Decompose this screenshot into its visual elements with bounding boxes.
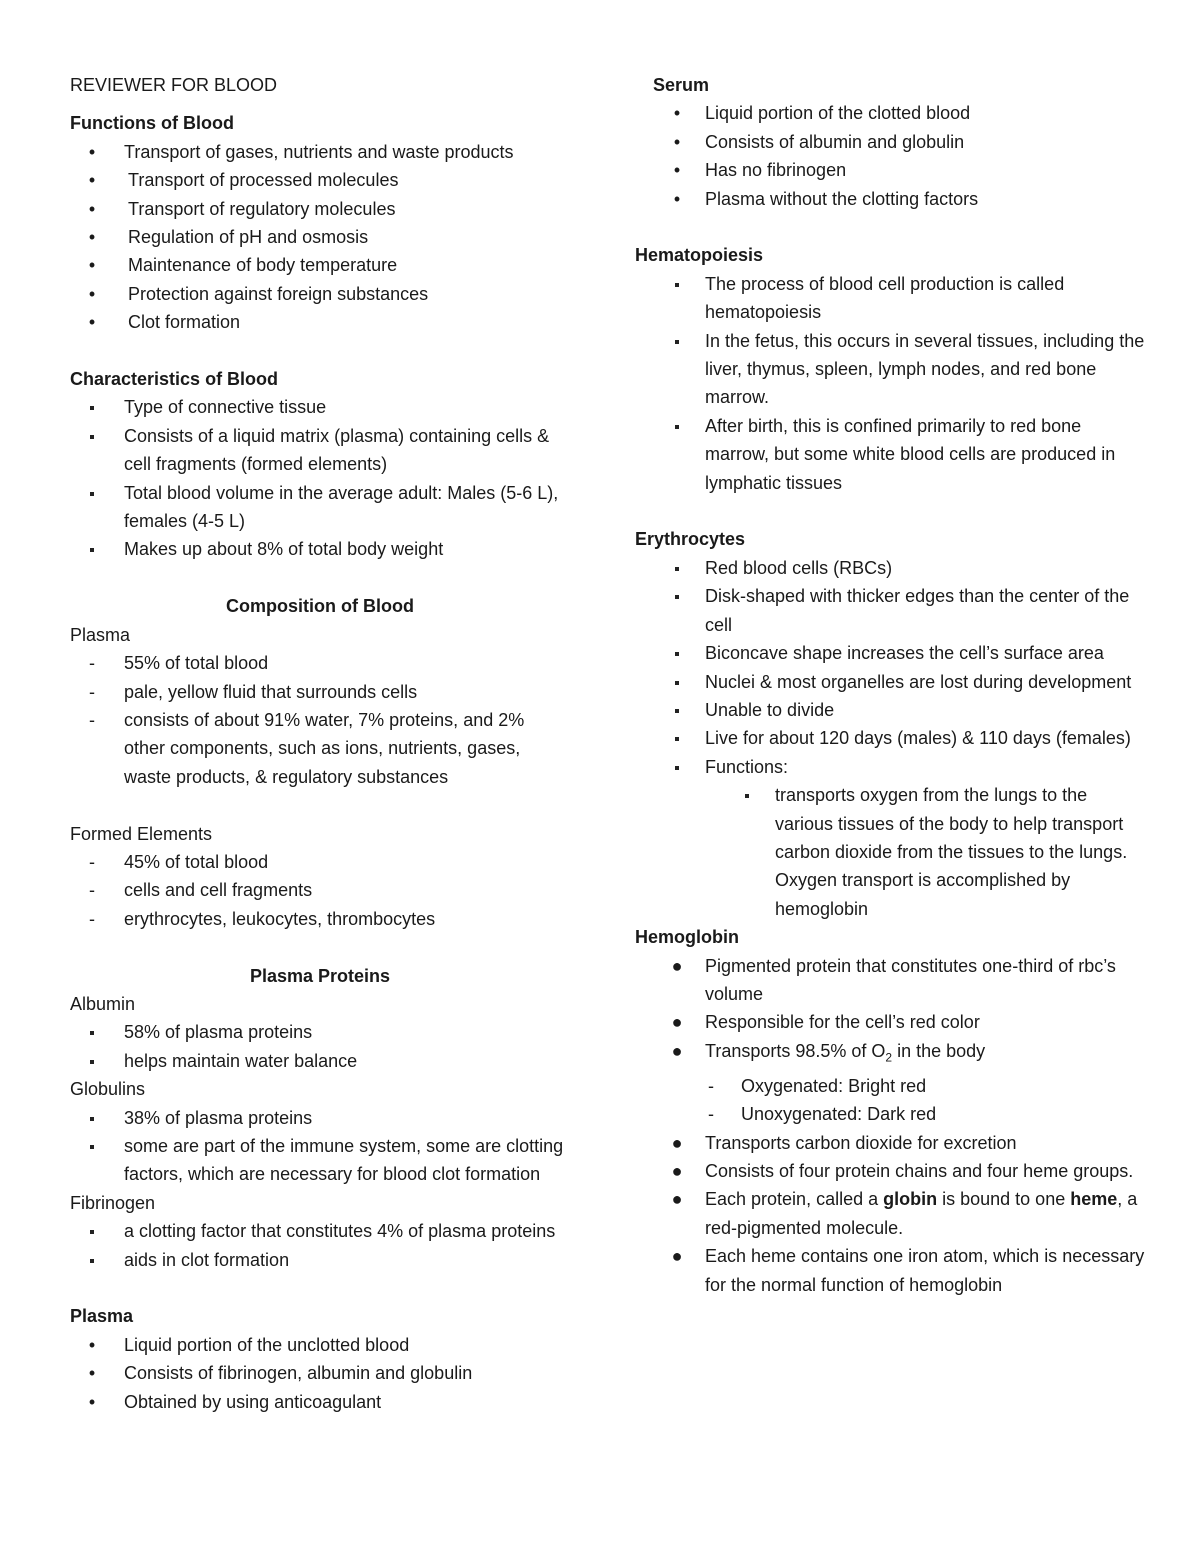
albumin-label: Albumin	[70, 993, 136, 1014]
document-title: REVIEWER FOR BLOOD	[70, 75, 278, 95]
list-item: some are part of the immune system, some are clotting factors, which are necessary for blood clot formation	[70, 1132, 570, 1189]
bullet-icon: •	[88, 255, 96, 276]
bullet-icon: •	[88, 1334, 96, 1355]
square-bullet-icon	[737, 781, 757, 809]
square-bullet-icon	[667, 582, 687, 610]
left-column	[70, 71, 570, 1416]
square-bullet-icon	[82, 1047, 102, 1075]
hemoglobin-heading: Hemoglobin	[635, 927, 739, 948]
list-item: • Clot formation	[70, 308, 570, 336]
list-item: Live for about 120 days (males) & 110 days (females)	[635, 724, 1145, 752]
formed-elements-list	[70, 848, 570, 933]
square-bullet-icon	[82, 1132, 102, 1160]
list-item: - cells and cell fragments	[70, 876, 570, 904]
list-item: - pale, yellow fluid that surrounds cells	[70, 678, 570, 706]
list-item: • Transport of gases, nutrients and waste products	[70, 138, 570, 166]
bullet-icon: •	[673, 160, 681, 181]
bullet-icon: ●	[671, 1246, 683, 1267]
square-bullet-icon	[667, 696, 687, 724]
bullet-icon: •	[88, 170, 96, 191]
list-item: 58% of plasma proteins	[70, 1018, 570, 1046]
list-item: ● Pigmented protein that constitutes one-third of rbc’s volume	[635, 952, 1145, 1009]
fibrinogen-list	[70, 1217, 570, 1274]
dash-icon: -	[708, 1075, 714, 1096]
bullet-icon: •	[88, 198, 96, 219]
erythrocytes-heading: Erythrocytes	[635, 529, 746, 550]
list-item: Type of connective tissue	[70, 393, 570, 421]
list-item: • Plasma without the clotting factors	[635, 185, 1145, 213]
bullet-icon: •	[88, 141, 96, 162]
erythrocytes-list	[635, 554, 1145, 923]
list-item: • Liquid portion of the clotted blood	[635, 99, 1145, 127]
plasma-proteins-heading: Plasma Proteins	[249, 965, 391, 986]
globulins-label: Globulins	[70, 1079, 146, 1100]
list-item: In the fetus, this occurs in several tissues, including the liver, thymus, spleen, lymph nodes, and red bone marrow.	[635, 327, 1145, 412]
list-item: • Regulation of pH and osmosis	[70, 223, 570, 251]
list-item: aids in clot formation	[70, 1246, 570, 1274]
dash-icon: -	[89, 908, 95, 929]
square-bullet-icon	[82, 1246, 102, 1274]
list-item: • Consists of fibrinogen, albumin and globulin	[70, 1359, 570, 1387]
plasma-composition-list	[70, 649, 570, 791]
bullet-icon: ●	[671, 955, 683, 976]
list-item: • Consists of albumin and globulin	[635, 128, 1145, 156]
dash-icon: -	[708, 1104, 714, 1125]
albumin-list	[70, 1018, 570, 1075]
list-item: helps maintain water balance	[70, 1047, 570, 1075]
functions-list	[70, 138, 570, 337]
functions-heading: Functions of Blood	[70, 113, 234, 134]
square-bullet-icon	[82, 1217, 102, 1245]
list-item: Total blood volume in the average adult: Males (5-6 L), females (4-5 L)	[70, 479, 570, 536]
plasma-list	[70, 1331, 570, 1416]
bullet-icon: ●	[671, 1161, 683, 1181]
composition-heading: Composition of Blood	[226, 596, 414, 617]
list-item: Biconcave shape increases the cell’s surface area	[635, 639, 1145, 667]
list-item: transports oxygen from the lungs to the various tissues of the body to help transport carbon dioxide from the tissues to the lungs. Oxygen transport is accomplished by hemoglobin	[635, 781, 1145, 923]
bullet-icon: ●	[671, 1012, 683, 1033]
square-bullet-icon	[667, 753, 687, 781]
hematopoiesis-list	[635, 270, 1145, 497]
bullet-icon: •	[88, 1363, 96, 1384]
list-item: ● Consists of four protein chains and four heme groups.	[635, 1157, 1145, 1185]
list-item: • Liquid portion of the unclotted blood	[70, 1331, 570, 1359]
formed-elements-label: Formed Elements	[70, 823, 213, 844]
list-item: Makes up about 8% of total body weight	[70, 535, 570, 563]
bullet-icon: ●	[671, 1040, 683, 1061]
list-item: - 45% of total blood	[70, 848, 570, 876]
dash-icon: -	[89, 681, 95, 702]
list-item: • Transport of regulatory molecules	[70, 195, 570, 223]
square-bullet-icon	[667, 724, 687, 752]
square-bullet-icon	[82, 422, 102, 450]
list-item: - 55% of total blood	[70, 649, 570, 677]
characteristics-heading: Characteristics of Blood	[70, 369, 279, 390]
bullet-icon: •	[673, 188, 681, 209]
list-item: a clotting factor that constitutes 4% of plasma proteins	[70, 1217, 570, 1245]
square-bullet-icon	[667, 327, 687, 355]
square-bullet-icon	[82, 479, 102, 507]
hemoglobin-list	[635, 952, 1145, 1299]
bullet-icon: •	[88, 1391, 96, 1412]
list-item: ● Transports carbon dioxide for excretion	[635, 1129, 1145, 1157]
fibrinogen-label: Fibrinogen	[70, 1192, 156, 1213]
bullet-icon: •	[88, 312, 96, 333]
square-bullet-icon	[82, 393, 102, 421]
list-item: Disk-shaped with thicker edges than the center of the cell	[635, 582, 1145, 639]
plasma-heading: Plasma	[70, 1306, 134, 1327]
bullet-icon: •	[88, 227, 96, 248]
list-item: Functions:	[635, 753, 1145, 781]
right-column	[635, 71, 1145, 1299]
list-item: Nuclei & most organelles are lost during development	[635, 668, 1145, 696]
list-item: After birth, this is confined primarily to red bone marrow, but some white blood cells are produced in lymphatic tissues	[635, 412, 1145, 497]
list-item: - erythrocytes, leukocytes, thrombocytes	[70, 905, 570, 933]
list-item: • Has no fibrinogen	[635, 156, 1145, 184]
globulins-list	[70, 1104, 570, 1189]
bullet-icon: ●	[671, 1132, 683, 1153]
square-bullet-icon	[667, 270, 687, 298]
square-bullet-icon	[667, 554, 687, 582]
square-bullet-icon	[82, 1018, 102, 1046]
plasma-label: Plasma	[70, 624, 131, 645]
list-item: ● Each protein, called a globin is bound to one heme, a red-pigmented molecule.	[635, 1185, 1145, 1242]
list-item: - Unoxygenated: Dark red	[635, 1100, 1145, 1128]
list-item: 38% of plasma proteins	[70, 1104, 570, 1132]
list-item: ● Responsible for the cell’s red color	[635, 1008, 1145, 1036]
list-item: • Obtained by using anticoagulant	[70, 1388, 570, 1416]
list-item: - consists of about 91% water, 7% proteins, and 2% other components, such as ions, nutrients, gases, waste products, & regulatory substances	[70, 706, 570, 791]
list-item: • Protection against foreign substances	[70, 280, 570, 308]
serum-heading: Serum	[653, 75, 710, 95]
list-item: The process of blood cell production is called hematopoiesis	[635, 270, 1145, 327]
dash-icon: -	[89, 880, 95, 901]
list-item: Consists of a liquid matrix (plasma) containing cells & cell fragments (formed elements)	[70, 422, 570, 479]
bullet-icon: •	[88, 283, 96, 304]
bullet-icon: •	[673, 103, 681, 124]
list-item: Unable to divide	[635, 696, 1145, 724]
square-bullet-icon	[667, 639, 687, 667]
hematopoiesis-heading: Hematopoiesis	[635, 245, 764, 266]
serum-list	[635, 99, 1145, 213]
bullet-icon: •	[673, 131, 681, 152]
square-bullet-icon	[667, 412, 687, 440]
bullet-icon: ●	[671, 1189, 683, 1210]
list-item: • Transport of processed molecules	[70, 166, 570, 194]
list-item: - Oxygenated: Bright red	[635, 1072, 1145, 1100]
list-item: ● Transports 98.5% of $O_2$ in the body	[635, 1037, 1145, 1072]
dash-icon: -	[89, 851, 95, 872]
square-bullet-icon	[667, 668, 687, 696]
square-bullet-icon	[82, 1104, 102, 1132]
dash-icon: -	[89, 709, 95, 730]
list-item: Red blood cells (RBCs)	[635, 554, 1145, 582]
characteristics-list	[70, 393, 570, 563]
square-bullet-icon	[82, 535, 102, 563]
list-item: • Maintenance of body temperature	[70, 251, 570, 279]
list-item: ● Each heme contains one iron atom, which is necessary for the normal function of hemoglobin	[635, 1242, 1145, 1299]
dash-icon: -	[89, 653, 95, 674]
